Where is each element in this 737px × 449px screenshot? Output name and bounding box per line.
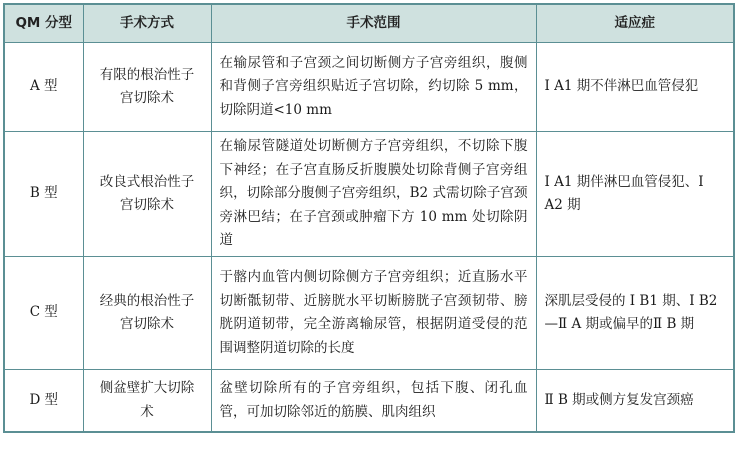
header-surgery-method: 手术方式 [83,4,211,43]
cell-indication: 深肌层受侵的 Ⅰ B1 期、Ⅰ B2—Ⅱ A 期或偏早的Ⅱ B 期 [536,257,734,370]
cell-scope: 盆壁切除所有的子宫旁组织，包括下腹、闭孔血管，可加切除邻近的筋膜、肌肉组织 [211,370,536,433]
cell-type: A 型 [4,43,83,132]
cell-method: 侧盆壁扩大切除术 [83,370,211,433]
header-indication: 适应症 [536,4,734,43]
table-body [4,43,734,433]
cell-scope: 于髂内血管内侧切除侧方子宫旁组织；近直肠水平切断骶韧带、近膀胱水平切断膀胱子宫颈韧带、膀胱阴道韧带，完全游离输尿管，根据阴道受侵的范围调整阴道切除的长度 [211,257,536,370]
header-row [4,4,734,43]
header-qm-type: QM 分型 [4,4,83,43]
table-row [4,132,734,257]
cell-indication: Ⅰ A1 期不伴淋巴血管侵犯 [536,43,734,132]
cell-method: 有限的根治性子宫切除术 [83,43,211,132]
cell-method: 改良式根治性子宫切除术 [83,132,211,257]
qm-classification-table [3,3,735,433]
cell-type: B 型 [4,132,83,257]
cell-scope: 在输尿管隧道处切断侧方子宫旁组织，不切除下腹下神经；在子宫直肠反折腹膜处切除背侧子宫旁组织，切除部分腹侧子宫旁组织，B2 式需切除子宫颈旁淋巴结；在子宫颈或肿瘤下方 10 mm 处切除阴道 [211,132,536,257]
cell-indication: Ⅱ B 期或侧方复发宫颈癌 [536,370,734,433]
table-row [4,257,734,370]
cell-method: 经典的根治性子宫切除术 [83,257,211,370]
cell-scope: 在输尿管和子宫颈之间切断侧方子宫旁组织，腹侧和背侧子宫旁组织贴近子宫切除，约切除 5 mm，切除阴道<10 mm [211,43,536,132]
table-row [4,370,734,433]
cell-type: D 型 [4,370,83,433]
cell-indication: Ⅰ A1 期伴淋巴血管侵犯、Ⅰ A2 期 [536,132,734,257]
header-surgery-scope: 手术范围 [211,4,536,43]
table-header [4,4,734,43]
cell-type: C 型 [4,257,83,370]
table-row [4,43,734,132]
